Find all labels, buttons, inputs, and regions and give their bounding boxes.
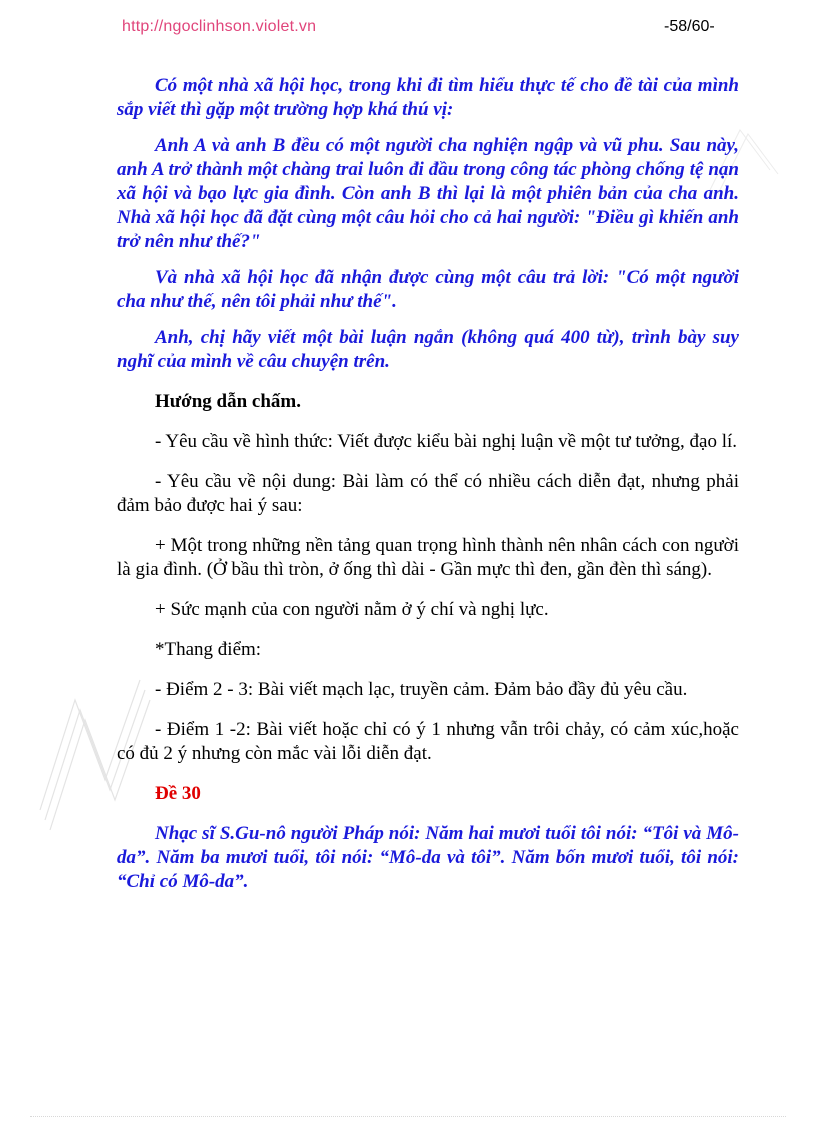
guide-form: - Yêu cầu về hình thức: Viết được kiểu bài nghị luận về một tư tưởng, đạo lí. — [155, 431, 737, 452]
score-1-2: - Điểm 1 -2: Bài viết hoặc chỉ có ý 1 nhưng vẫn trôi chảy, có cảm xúc,hoặc có đủ 2 ý nhưng còn mắc vài lỗi diễn đạt. — [117, 719, 739, 764]
bottom-divider — [30, 1116, 786, 1117]
score-2-3: - Điểm 2 - 3: Bài viết mạch lạc, truyền cảm. Đảm bảo đầy đủ yêu cầu. — [155, 679, 688, 700]
intro-paragraph: Có một nhà xã hội học, trong khi đi tìm hiểu thực tế cho đề tài của mình sắp viết thì gặp một trường hợp khá thú vị: — [117, 75, 739, 120]
guide-point-1: + Một trong những nền tảng quan trọng hình thành nên nhân cách con người là gia đình. (Ở bầu thì tròn, ở ống thì dài - Gần mực thì đen, gần đèn thì sáng). — [117, 535, 739, 580]
quote-paragraph: Nhạc sĩ S.Gu-nô người Pháp nói: Năm hai mươi tuổi tôi nói: “Tôi và Mô-da”. Năm ba mươi tuổi, tôi nói: “Mô-da và tôi”. Năm bốn mươi tuổi, tôi nói: “Chỉ có Mô-da”. — [117, 823, 739, 892]
task-paragraph: Anh, chị hãy viết một bài luận ngắn (không quá 400 từ), trình bày suy nghĩ của mình về câu chuyện trên. — [117, 327, 739, 372]
guide-content: - Yêu cầu về nội dung: Bài làm có thể có nhiều cách diễn đạt, nhưng phải đảm bảo được hai ý sau: — [117, 471, 739, 516]
header-url: http://ngoclinhson.violet.vn — [122, 18, 317, 35]
guide-point-2: + Sức mạnh của con người nằm ở ý chí và nghị lực. — [155, 599, 549, 620]
score-heading: *Thang điểm: — [155, 639, 262, 660]
page-number: -58/60- — [664, 18, 715, 35]
section-title: Đề 30 — [155, 783, 201, 804]
page-content — [117, 74, 739, 904]
story-paragraph: Anh A và anh B đều có một người cha nghiện ngập và vũ phu. Sau này, anh A trở thành một chàng trai luôn đi đầu trong công tác phòng chống tệ nạn xã hội và bạo lực gia đình. Còn anh B thì lại là một phiên bản của cha anh. Nhà xã hội học đã đặt cùng một câu hỏi cho cả hai người: "Điều gì khiến anh trở nên như thế?" — [117, 135, 739, 252]
answer-paragraph: Và nhà xã hội học đã nhận được cùng một câu trả lời: "Có một người cha như thế, nên tôi phải như thế". — [117, 267, 739, 312]
guide-heading: Hướng dẫn chấm. — [155, 391, 301, 412]
